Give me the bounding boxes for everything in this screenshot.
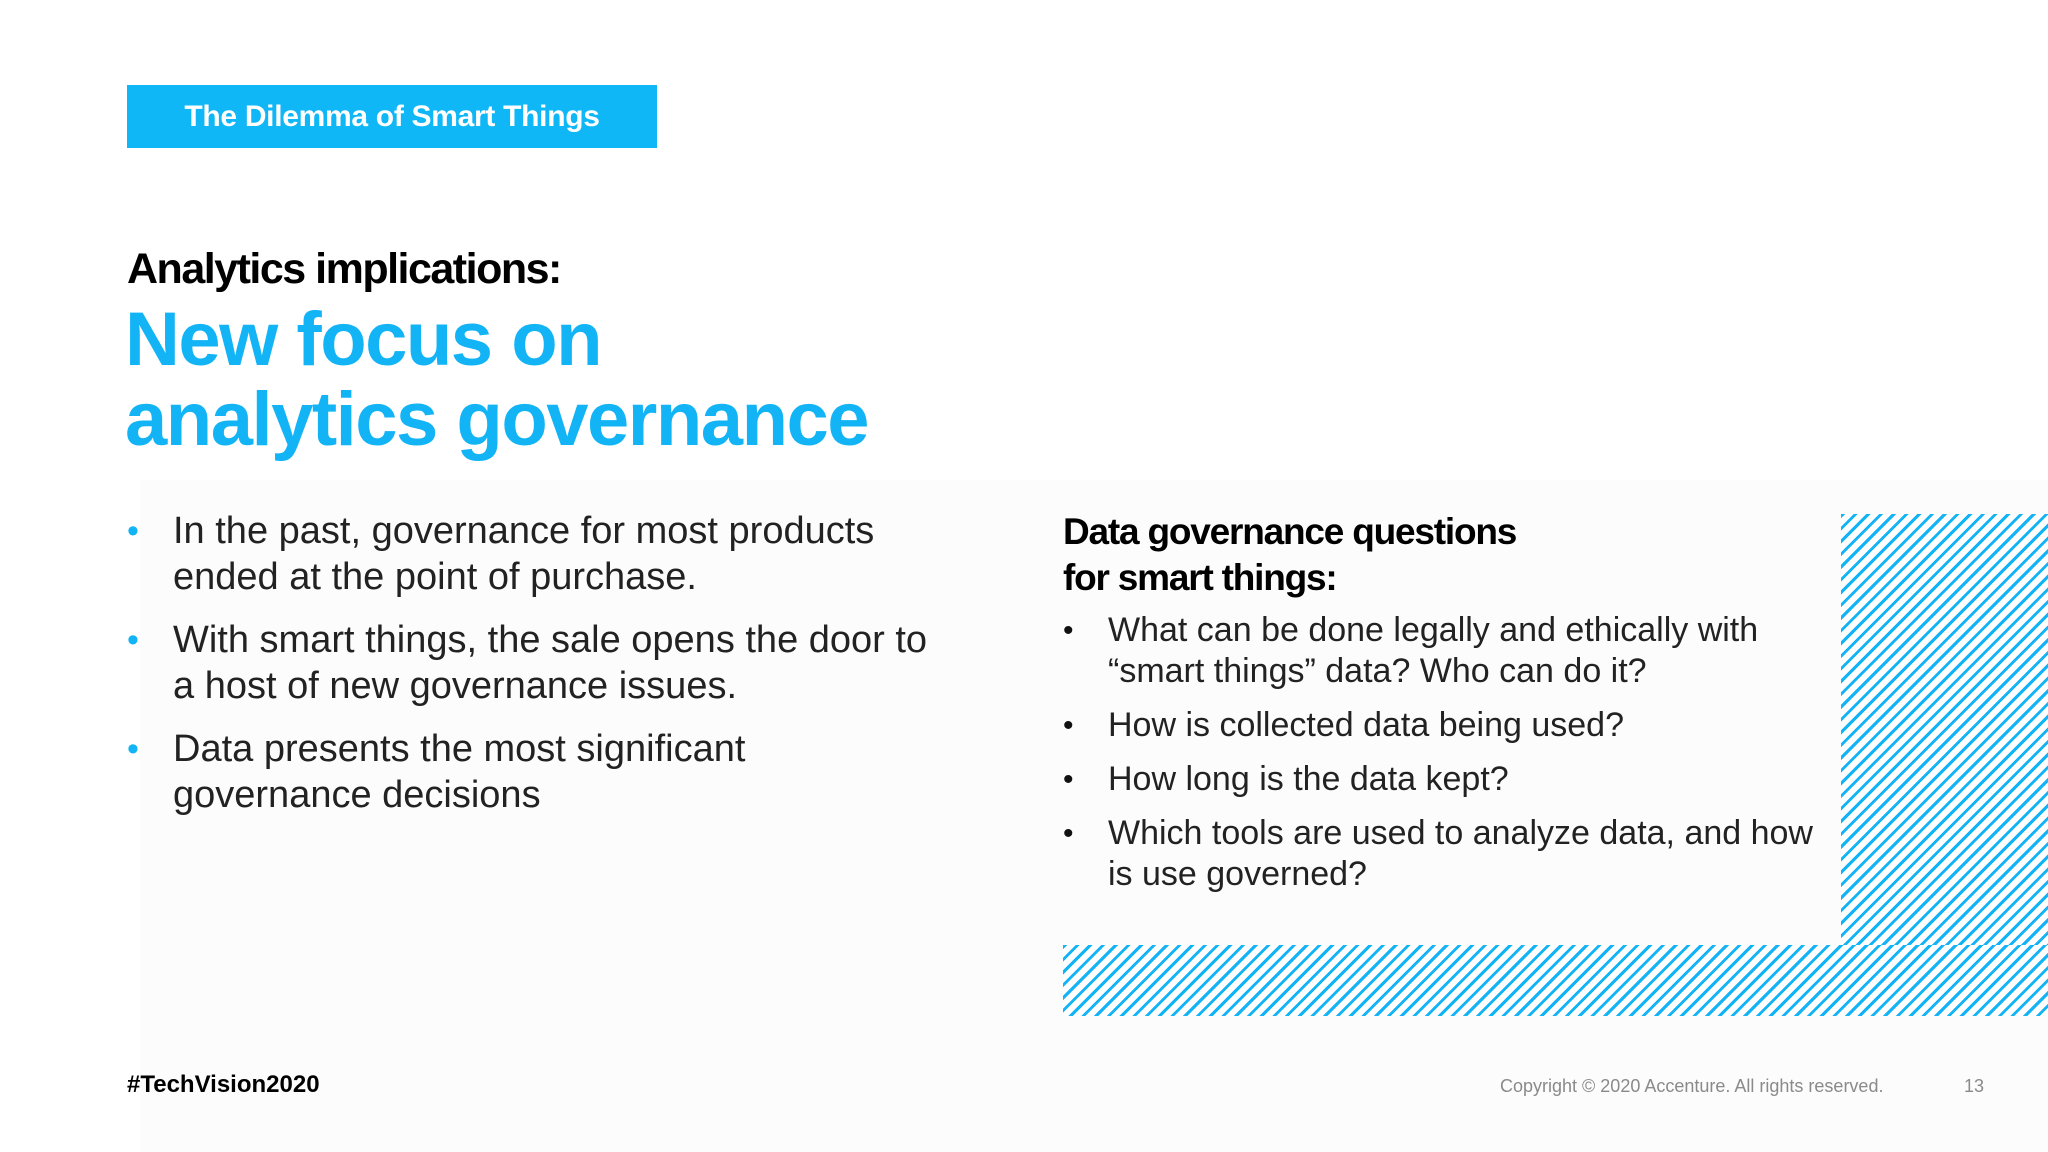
list-item: [127, 617, 947, 709]
bullet-icon: •: [1063, 763, 1074, 796]
list-item-text: How long is the data kept?: [1108, 760, 1509, 798]
page-title-line-1: New focus on: [125, 297, 602, 382]
list-item-text: With smart things, the sale opens the door to a host of new governance issues.: [173, 619, 928, 707]
questions-list: [1063, 610, 1843, 908]
left-bullet-list: [127, 508, 947, 835]
page-title: [125, 297, 869, 462]
list-item: [127, 726, 947, 818]
list-item-text: Which tools are used to analyze data, and how is use governed?: [1108, 814, 1813, 893]
list-item: [1063, 759, 1843, 800]
list-item-text: How is collected data being used?: [1108, 706, 1624, 744]
list-item: [127, 508, 947, 600]
bullet-icon: •: [127, 621, 139, 659]
list-item: [1063, 610, 1843, 692]
kicker-heading: Analytics implications:: [127, 245, 561, 293]
page-title-line-2: analytics governance: [125, 377, 869, 462]
list-item-text: Data presents the most significant governance decisions: [173, 728, 746, 816]
footer-hashtag: #TechVision2020: [127, 1071, 320, 1098]
bullet-icon: •: [127, 730, 139, 768]
questions-heading: [1063, 509, 1516, 601]
list-item-text: In the past, governance for most products ended at the point of purchase.: [173, 510, 875, 598]
bullet-icon: •: [127, 512, 139, 550]
decorative-hatch-horizontal: [1063, 945, 2048, 1016]
bullet-icon: •: [1063, 709, 1074, 742]
section-tag: The Dilemma of Smart Things: [127, 85, 657, 148]
page-number: 13: [1964, 1076, 1985, 1096]
bullet-icon: •: [1063, 817, 1074, 850]
decorative-hatch-vertical: [1841, 514, 2048, 1016]
questions-heading-line-1: Data governance questions: [1063, 511, 1517, 552]
list-item: [1063, 705, 1843, 746]
list-item: [1063, 813, 1843, 895]
footer-copyright: Copyright © 2020 Accenture. All rights reserved.: [1500, 1076, 1884, 1096]
bullet-icon: •: [1063, 614, 1074, 647]
list-item-text: What can be done legally and ethically with “smart things” data? Who can do it?: [1108, 611, 1759, 690]
questions-heading-line-2: for smart things:: [1063, 557, 1337, 598]
